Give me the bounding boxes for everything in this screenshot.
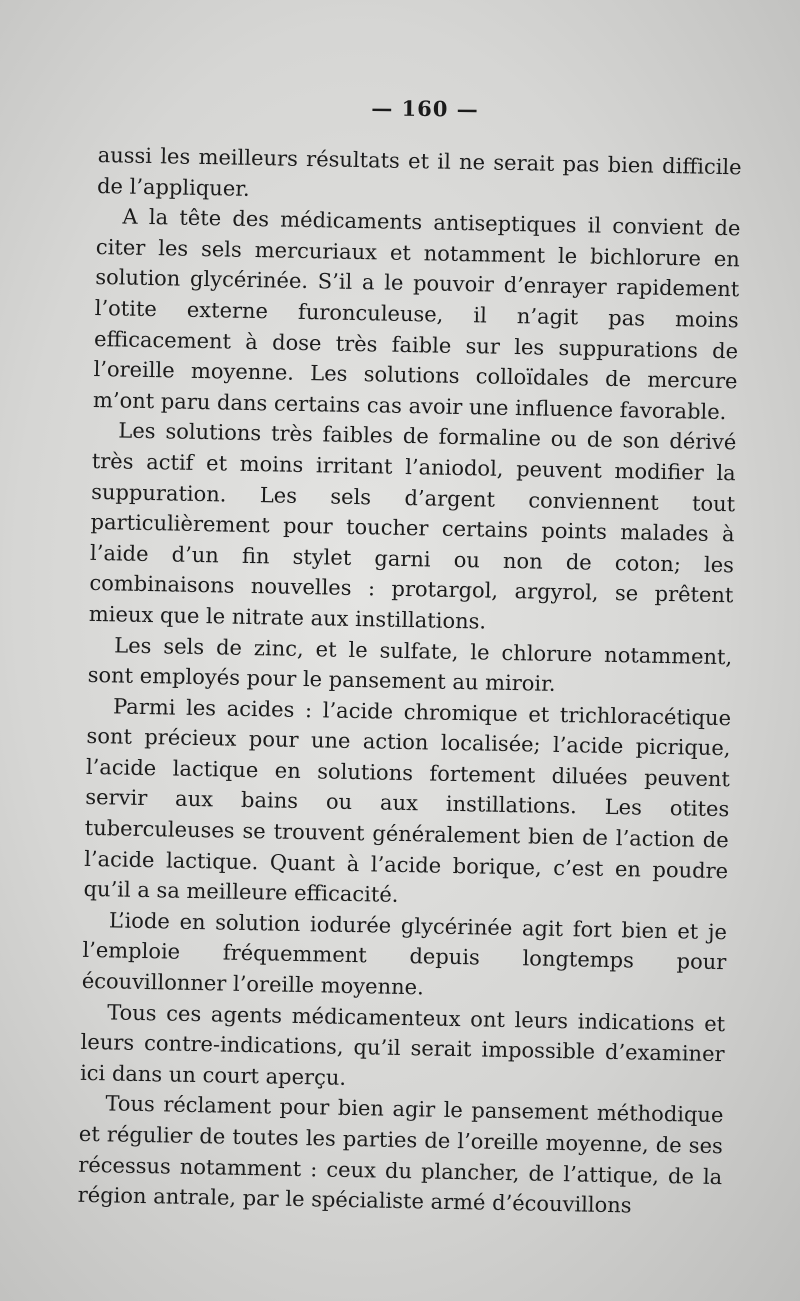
paragraph-iode: L’iode en solution iodurée glycérinée agit fort bien et je l’emploie fréquemment depuis longtemps pour écouvillonner l’oreille moyenne.: [81, 908, 728, 1000]
paragraph-antiseptiques: A la tête des médicaments antiseptiques il convient de citer les sels mercuriaux et notamment le bichlorure en solution glycérinée. S’il a le pouvoir d’enrayer rapidement l’otite externe furonculeuse, il n’agit pas moins efficacement à dose très faible sur les suppurations de l’oreille moyenne. Les solutions colloïdales de mercure m’ont paru dans certains cas avoir une influence favorable.: [92, 204, 741, 424]
paragraph-pansement: Tous réclament pour bien agir le pansement méthodique et régulier de toutes les parties de l’oreille moyenne, de ses récessus notamment : ceux du plancher, de l’attique, de la région antrale, par le spécialiste armé d’écouvillons: [77, 1091, 724, 1218]
body-text: [77, 140, 741, 1223]
paragraph-acides: Parmi les acides : l’acide chromique et trichloracétique sont précieux pour une action localisée; l’acide picrique, l’acide lactique en solutions fortement diluées peuvent servir aux bains ou aux instillations. Les otites tuberculeuses se trouvent généralement bien de l’action de l’acide lactique. Quant à l’acide borique, c’est en poudre qu’il a sa meilleure efficacité.: [83, 694, 732, 908]
page-number: — 160 —: [371, 95, 479, 122]
paragraph-agents: Tous ces agents médicamenteux ont leurs indications et leurs contre-indications, qu’il serait impossible d’examiner ici dans un court aperçu.: [79, 999, 726, 1090]
paragraph-continuation: aussi les meilleurs résultats et il ne serait pas bien difficile de l’appliquer.: [96, 142, 742, 201]
paragraph-zinc: Les sels de zinc, et le sulfate, le chlorure notamment, sont employés pour le pansement au miroir.: [87, 632, 733, 696]
paragraph-formaline: Les solutions très faibles de formaline ou de son dérivé très actif et moins irritant l’aniodol, peuvent modifier la suppuration. Les sels d’argent conviennent tout particulièrement pour toucher certains points malades à l’aide d’un fin stylet garni ou non de coton; les combinaisons nouvelles : protargol, argyrol, se prêtent mieux que le nitrate aux instillations.: [88, 418, 737, 634]
